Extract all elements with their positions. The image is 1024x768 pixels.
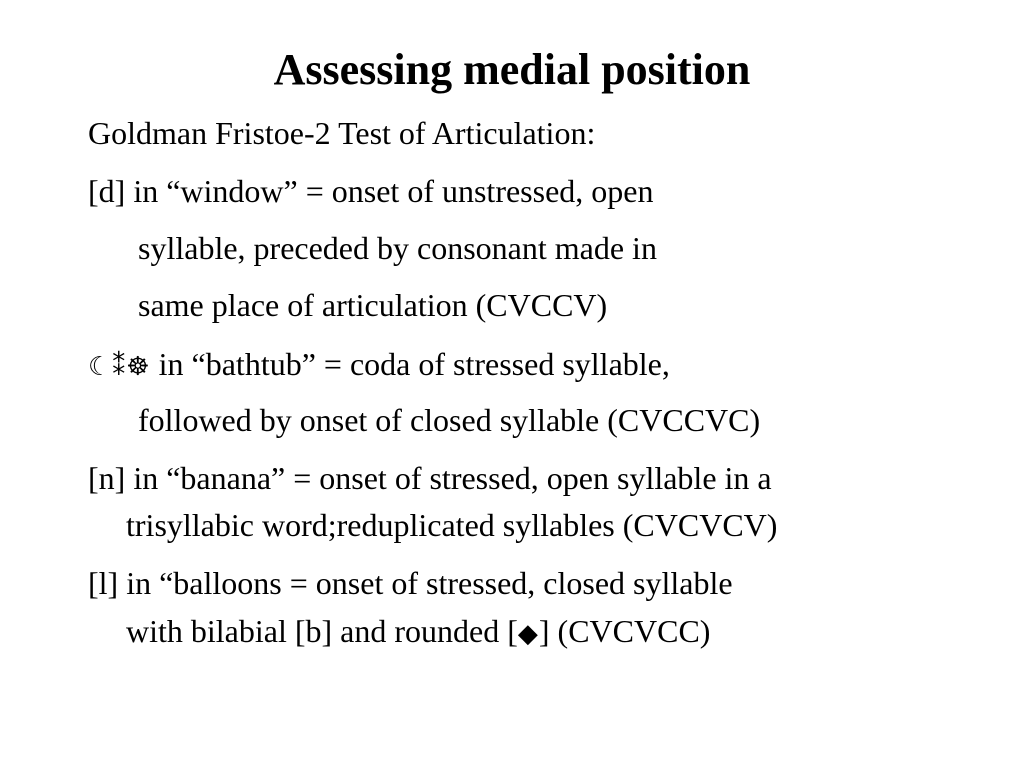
item-l-line-2 bbox=[126, 611, 710, 654]
item-bathtub-text: in “bathtub” = coda of stressed syllable, bbox=[158, 346, 670, 382]
item-bathtub-line-1 bbox=[88, 344, 670, 387]
item-d-line-1: [d] in “window” = onset of unstressed, open bbox=[88, 173, 654, 209]
item-d-line-3: same place of articulation (CVCCV) bbox=[138, 287, 608, 323]
diamond-icon: ◆ bbox=[517, 619, 539, 649]
phonetic-symbols-icon: ☾⁑☸ bbox=[88, 352, 151, 382]
item-d-line-2: syllable, preceded by consonant made in bbox=[138, 230, 657, 266]
item-n-line-2: trisyllabic word;reduplicated syllables (CVCVCV) bbox=[126, 507, 778, 543]
slide-title: Assessing medial position bbox=[273, 45, 751, 94]
item-bathtub-line-2: followed by onset of closed syllable (CVCCVC) bbox=[138, 402, 761, 438]
item-l-text-b: ] (CVCVCC) bbox=[538, 613, 711, 649]
item-l-line-1: [l] in “balloons = onset of stressed, closed syllable bbox=[88, 565, 733, 601]
item-n-line-1: [n] in “banana” = onset of stressed, open syllable in a bbox=[88, 460, 772, 496]
intro-line: Goldman Fristoe-2 Test of Articulation: bbox=[88, 115, 596, 151]
item-l-text-a: with bilabial [b] and rounded [ bbox=[126, 613, 518, 649]
